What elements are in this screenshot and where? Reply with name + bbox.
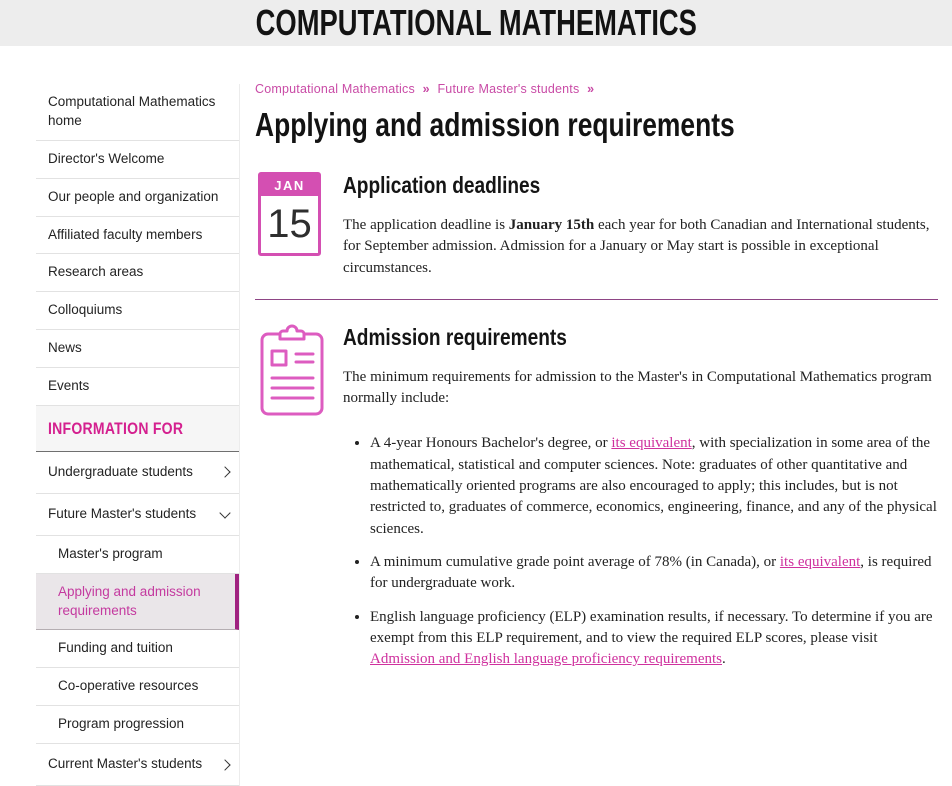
text-segment: A minimum cumulative grade point average of 78% (in Canada), or [370, 553, 780, 570]
requirements-list [343, 433, 938, 670]
sidebar-item-undergraduate-students[interactable] [36, 452, 239, 494]
its-equivalent-link[interactable]: its equivalent [611, 435, 692, 452]
sidebar-item-cooperative-resources[interactable] [36, 668, 239, 706]
elp-requirements-link[interactable]: Admission and English language proficiency requirements [370, 651, 722, 668]
chevron-right-icon [219, 759, 230, 770]
requirement-item [370, 433, 938, 539]
sidebar-item-research-areas[interactable] [36, 254, 239, 292]
breadcrumb-link-future-masters-students[interactable]: Future Master's students [437, 82, 580, 96]
page-title: Applying and admission requirements [255, 106, 735, 143]
text-segment: The application deadline is [343, 217, 509, 233]
sidebar-item-label: Colloquiums [48, 302, 123, 318]
deadline-paragraph [343, 215, 938, 279]
page-layout [0, 46, 952, 786]
sidebar-item-masters-program[interactable] [36, 536, 239, 574]
sidebar-item-directors-welcome[interactable] [36, 141, 239, 179]
section-body [343, 170, 938, 279]
chevron-right-icon [219, 467, 230, 478]
section-icon-column [255, 322, 343, 683]
sidebar-section-information-for [36, 406, 239, 452]
sidebar-item-current-masters-students[interactable] [36, 744, 239, 786]
text-segment: . [722, 651, 726, 668]
requirement-item [370, 607, 938, 671]
sidebar-item-future-masters-students[interactable] [36, 494, 239, 536]
sidebar-item-label: Undergraduate students [48, 464, 193, 480]
breadcrumb-separator: » [422, 82, 430, 96]
sidebar-item-label: Applying and admission requirements [58, 583, 201, 618]
section-admission-requirements [255, 322, 938, 683]
calendar-month: JAN [261, 175, 318, 196]
sidebar-item-label: Computational Mathematics home [48, 94, 216, 128]
sidebar-item-label: Affiliated faculty members [48, 226, 203, 242]
sidebar-item-home[interactable] [36, 84, 239, 141]
sidebar-item-label: Future Master's students [48, 505, 197, 521]
text-segment: A 4-year Honours Bachelor's degree, or [370, 435, 612, 452]
breadcrumb [255, 82, 938, 96]
section-body [343, 322, 938, 683]
breadcrumb-separator: » [587, 82, 595, 96]
deadline-date: January 15th [508, 217, 595, 233]
sidebar-item-label: Our people and organization [48, 188, 219, 204]
sidebar-section-heading: INFORMATION FOR [48, 420, 184, 439]
text-segment: each year for both Canadian and International students, for September admission. Admission for a January or May start is possible in exceptional circumstances. [343, 217, 930, 276]
sidebar-item-label: Research areas [48, 264, 144, 280]
section-divider [255, 299, 938, 300]
clipboard-icon [255, 324, 329, 420]
calendar-day: 15 [267, 202, 312, 246]
sidebar-item-funding-tuition[interactable] [36, 630, 239, 668]
main-content [255, 82, 952, 682]
sidebar-item-colloquiums[interactable] [36, 292, 239, 330]
its-equivalent-link[interactable]: its equivalent [779, 553, 861, 570]
requirement-item [370, 552, 938, 595]
calendar-icon [258, 172, 321, 256]
sidebar-item-affiliated-faculty[interactable] [36, 217, 239, 255]
sidebar-item-label: Funding and tuition [58, 640, 173, 656]
sidebar-item-events[interactable] [36, 368, 239, 406]
section-heading: Application deadlines [343, 172, 541, 198]
sidebar-item-applying-admission-requirements[interactable] [36, 574, 239, 631]
sidebar-item-label: News [48, 340, 82, 356]
sidebar [36, 84, 240, 786]
site-header [0, 0, 952, 46]
sidebar-item-label: Current Master's students [48, 756, 203, 772]
sidebar-item-label: Master's program [58, 545, 163, 561]
sidebar-item-people-organization[interactable] [36, 179, 239, 217]
sidebar-item-news[interactable] [36, 330, 239, 368]
sidebar-item-program-progression[interactable] [36, 706, 239, 744]
chevron-down-icon [219, 507, 230, 518]
section-icon-column [255, 170, 343, 279]
requirements-intro: The minimum requirements for admission to the Master's in Computational Mathematics program normally include: [343, 368, 932, 407]
section-application-deadlines [255, 170, 938, 279]
text-segment: English language proficiency (ELP) examination results, if necessary. To determine if you are exempt from this ELP requirement, and to view the required ELP scores, please visit [370, 608, 933, 646]
sidebar-item-label: Program progression [58, 716, 185, 732]
text-segment: , with specialization in some area of the mathematical, statistical and computer sciences. Note: graduates of other quantitative and mathematically oriented programs are also encouraged to apply; this includes, but is not restricted to, graduates of commerce, economics, engineering, finance, and any of the physical sciences. [370, 435, 937, 537]
sidebar-item-label: Events [48, 378, 90, 394]
site-title: COMPUTATIONAL MATHEMATICS [255, 2, 697, 43]
text-segment: , is required for undergraduate work. [370, 553, 932, 592]
section-heading: Admission requirements [343, 323, 567, 350]
breadcrumb-link-home[interactable]: Computational Mathematics [255, 82, 415, 96]
sidebar-item-label: Co-operative resources [58, 678, 199, 694]
sidebar-item-label: Director's Welcome [48, 150, 165, 166]
